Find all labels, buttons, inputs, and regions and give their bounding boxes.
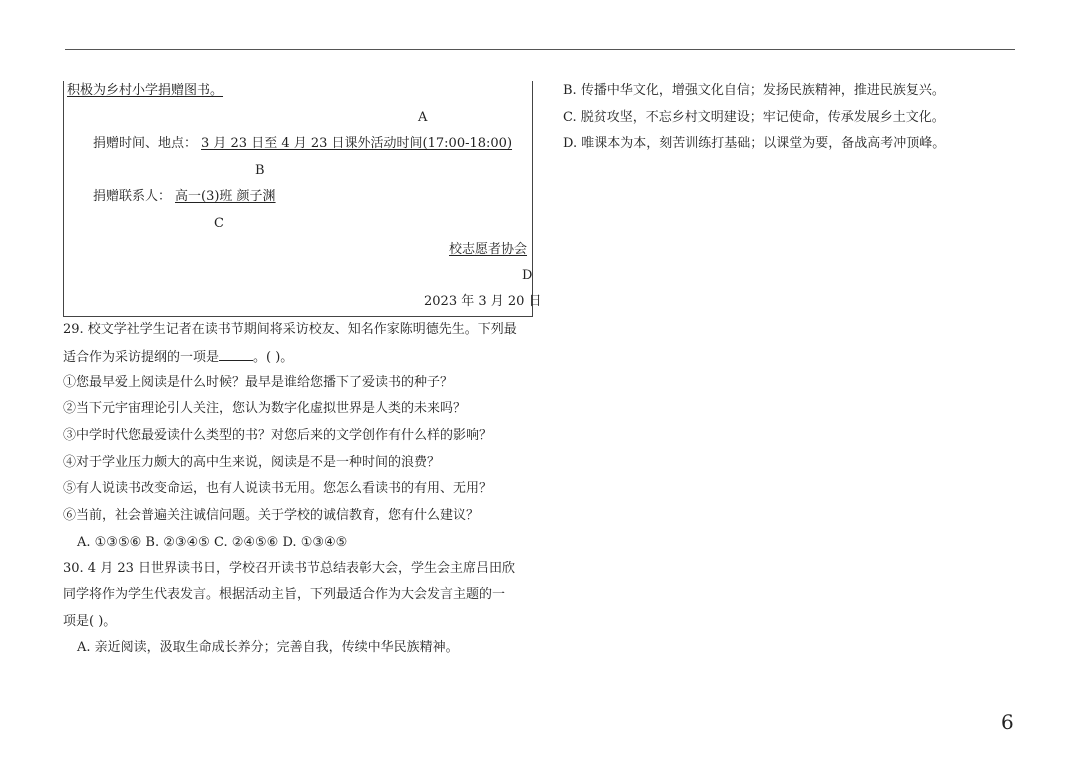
q30-stem-line2: 同学将作为学生代表发言。根据活动主旨，下列最适合作为大会发言主题的一 xyxy=(63,587,506,602)
q29-item: ②当下元宇宙理论引人关注，您认为数字化虚拟世界是人类的未来吗？ xyxy=(63,401,467,416)
q30-option-d: D. 唯课本为本，刻苦训练打基础；以课堂为要，备战高考冲顶峰。 xyxy=(563,136,946,151)
q29-item: ③中学时代您最爱读什么类型的书？对您后来的文学创作有什么样的影响？ xyxy=(63,428,493,443)
q30-option-c: C. 脱贫攻坚，不忘乡村文明建设；牢记使命，传承发展乡土文化。 xyxy=(563,110,945,125)
q30-option-b: B. 传播中华文化，增强文化自信；发扬民族精神，推进民族复兴。 xyxy=(563,83,945,98)
marker-c: C xyxy=(214,216,224,231)
marker-b: B xyxy=(255,163,265,178)
contact-value: 高一(3)班 颜子渊 xyxy=(175,189,276,204)
time-place-value: 3 月 23 日至 4 月 23 日课外活动时间(17:00-18:00) xyxy=(201,136,513,151)
q29-item: ④对于学业压力颇大的高中生来说，阅读是不是一种时间的浪费？ xyxy=(63,455,441,470)
marker-a: A xyxy=(418,110,428,125)
time-place-label: 捐赠时间、地点： xyxy=(93,136,198,151)
header-rule xyxy=(65,49,1015,50)
q29-stem-line1: 29. 校文学社学生记者在读书节期间将采访校友、知名作家陈明德先生。下列最 xyxy=(63,322,517,337)
q30-stem-line3: 项是( )。 xyxy=(63,614,117,629)
q29-stem-tail: 。( )。 xyxy=(253,350,294,365)
q29-item: ⑥当前，社会普遍关注诚信问题。关于学校的诚信教育，您有什么建议？ xyxy=(63,508,480,523)
q30-option-a: A. 亲近阅读，汲取生命成长养分；完善自我，传续中华民族精神。 xyxy=(77,640,459,655)
q29-options: A. ①③⑤⑥ B. ②③④⑤ C. ②④⑤⑥ D. ①③④⑤ xyxy=(77,535,348,550)
q30-stem-line1: 30. 4 月 23 日世界读书日，学校召开读书节总结表彰大会，学生会主席吕田欣 xyxy=(63,561,516,576)
marker-d: D xyxy=(522,268,533,283)
q29-item: ①您最早爱上阅读是什么时候？最早是谁给您播下了爱读书的种子？ xyxy=(63,375,454,390)
q29-stem-line2 xyxy=(63,348,293,366)
q29-stem-text: 适合作为采访提纲的一项是 xyxy=(63,350,220,365)
notice-line: 积极为乡村小学捐赠图书。 xyxy=(67,83,224,98)
notice-date: 2023 年 3 月 20 日 xyxy=(424,294,542,309)
contact-label: 捐赠联系人： xyxy=(93,189,172,204)
page-number: 6 xyxy=(1001,710,1014,734)
q29-item: ⑤有人说读书改变命运，也有人说读书无用。您怎么看读书的有用、无用？ xyxy=(63,481,493,496)
organizer: 校志愿者协会 xyxy=(449,242,528,257)
answer-blank xyxy=(219,348,253,361)
